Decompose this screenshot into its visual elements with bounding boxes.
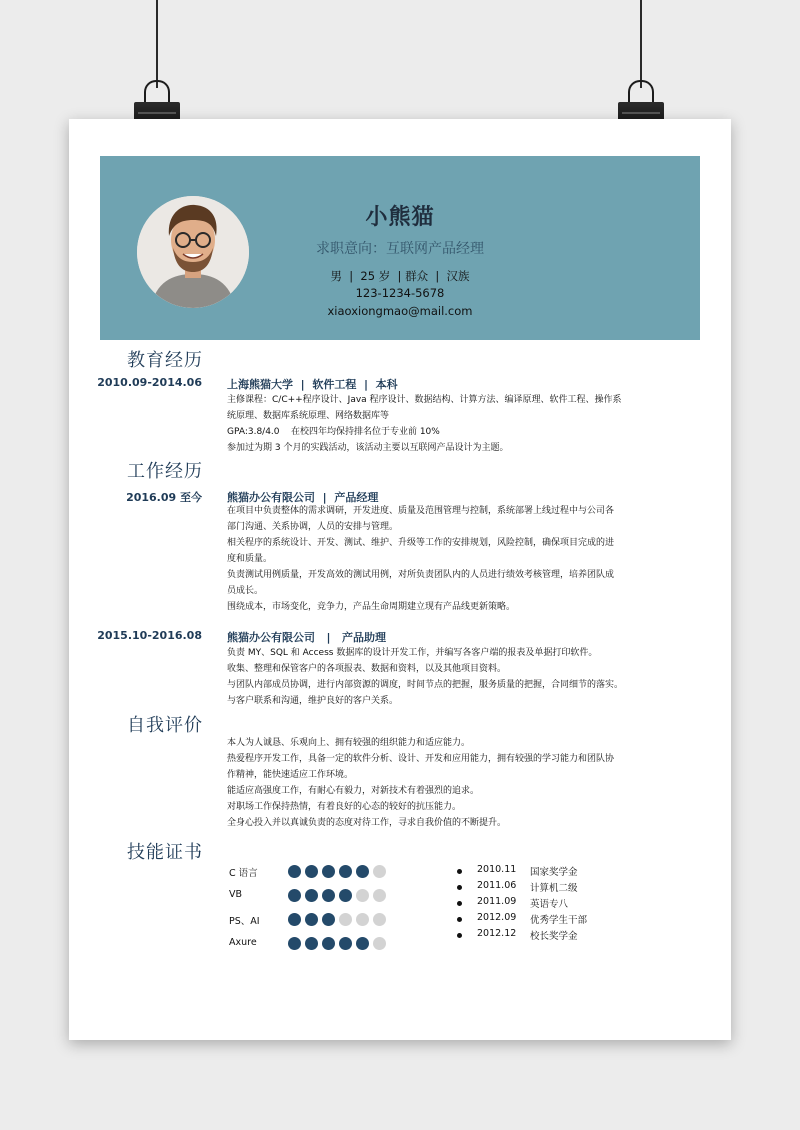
section-title-work: 工作经历 bbox=[127, 461, 203, 482]
rating-dot-filled bbox=[305, 889, 318, 902]
cert-name: 国家奖学金 bbox=[530, 867, 578, 878]
self-eval-line: 对职场工作保持热情，有着良好的心态的较好的抗压能力。 bbox=[227, 802, 462, 812]
job-date: 2015.10-2016.08 bbox=[97, 629, 202, 642]
bullet-icon bbox=[457, 869, 462, 874]
job-line: 相关程序的系统设计、开发、测试、维护、升级等工作的安排规划，风险控制，确保项目完成的进 bbox=[227, 538, 615, 548]
rating-dot-filled bbox=[322, 937, 335, 950]
rating-dot-filled bbox=[339, 865, 352, 878]
job-intent: 求职意向：互联网产品经理 bbox=[316, 241, 484, 257]
self-eval-line: 作精神，能快速适应工作环境。 bbox=[227, 770, 354, 780]
job-date: 2016.09 至今 bbox=[126, 491, 202, 504]
education-line: 统原理、数据库系统原理、网络数据库等 bbox=[227, 411, 390, 421]
section-title-skills: 技能证书 bbox=[127, 842, 203, 863]
section-title-education: 教育经历 bbox=[127, 350, 203, 371]
self-eval-line: 全身心投入并以真诚负责的态度对待工作，寻求自我价值的不断提升。 bbox=[227, 818, 507, 828]
self-eval-line: 本人为人诚恳、乐观向上、拥有较强的组织能力和适应能力。 bbox=[227, 738, 471, 748]
education-line: 主修课程：C/C++程序设计、Java 程序设计、数据结构、计算方法、编译原理、软件工程、操作系 bbox=[227, 395, 622, 405]
cert-year: 2011.09 bbox=[477, 896, 517, 907]
rating-dot-filled bbox=[356, 865, 369, 878]
bullet-icon bbox=[457, 917, 462, 922]
rating-dot-empty bbox=[339, 913, 352, 926]
job-line: 与团队内部成员协调，进行内部资源的调度，时间节点的把握，服务质量的把握，合同细节的落实。 bbox=[227, 680, 624, 690]
cert-year: 2012.12 bbox=[477, 928, 517, 939]
cert-name: 校长奖学金 bbox=[530, 931, 578, 942]
email-address: xiaoxiongmao@mail.com bbox=[327, 304, 473, 318]
rating-dot-empty bbox=[373, 865, 386, 878]
candidate-name: 小熊猫 bbox=[365, 205, 435, 230]
cert-year: 2011.06 bbox=[477, 880, 517, 891]
education-line: 参加过为期 3 个月的实践活动，该活动主要以互联网产品设计为主题。 bbox=[227, 443, 509, 453]
skill-rating bbox=[288, 937, 386, 950]
rating-dot-empty bbox=[373, 913, 386, 926]
cert-name: 优秀学生干部 bbox=[530, 915, 588, 926]
job-line: 部门沟通、关系协调，人员的安排与管理。 bbox=[227, 522, 399, 532]
rating-dot-empty bbox=[356, 889, 369, 902]
cert-name: 英语专八 bbox=[530, 899, 569, 910]
job-line: 在项目中负责整体的需求调研，开发进度、质量及范围管理与控制，系统部署上线过程中与公司各 bbox=[227, 506, 615, 516]
rating-dot-filled bbox=[288, 865, 301, 878]
rating-dot-filled bbox=[288, 937, 301, 950]
job-line: 员成长。 bbox=[227, 586, 264, 596]
rating-dot-filled bbox=[305, 913, 318, 926]
job-line: 与客户联系和沟通，维护良好的客户关系。 bbox=[227, 696, 399, 706]
cert-year: 2010.11 bbox=[477, 864, 517, 875]
job-company-title: 熊猫办公有限公司 | 产品经理 bbox=[227, 491, 379, 504]
education-line: GPA:3.8/4.0 在校四年均保持排名位于专业前 10% bbox=[227, 427, 440, 437]
self-eval-line: 热爱程序开发工作，具备一定的软件分析、设计、开发和应用能力，拥有较强的学习能力和团队协 bbox=[227, 754, 615, 764]
skill-rating bbox=[288, 913, 386, 926]
hanging-wire-left bbox=[156, 0, 158, 88]
education-date: 2010.09-2014.06 bbox=[97, 376, 202, 389]
rating-dot-filled bbox=[322, 865, 335, 878]
rating-dot-filled bbox=[356, 937, 369, 950]
phone-number: 123-1234-5678 bbox=[355, 286, 445, 300]
bullet-icon bbox=[457, 885, 462, 890]
hanging-wire-right bbox=[640, 0, 642, 88]
job-line: 围绕成本，市场变化，竞争力，产品生命周期建立现有产品线更新策略。 bbox=[227, 602, 516, 612]
rating-dot-empty bbox=[356, 913, 369, 926]
rating-dot-filled bbox=[322, 913, 335, 926]
basic-info: 男 | 25 岁 | 群众 | 汉族 bbox=[330, 269, 470, 283]
skill-name: C 语言 bbox=[229, 868, 258, 879]
rating-dot-filled bbox=[305, 937, 318, 950]
job-line: 负责测试用例质量，开发高效的测试用例，对所负责团队内的人员进行绩效考核管理，培养团队成 bbox=[227, 570, 615, 580]
cert-name: 计算机二级 bbox=[530, 883, 578, 894]
rating-dot-filled bbox=[305, 865, 318, 878]
cert-year: 2012.09 bbox=[477, 912, 517, 923]
rating-dot-filled bbox=[339, 937, 352, 950]
job-line: 度和质量。 bbox=[227, 554, 273, 564]
section-title-self-eval: 自我评价 bbox=[127, 715, 203, 736]
rating-dot-empty bbox=[373, 889, 386, 902]
skill-name: PS、AI bbox=[229, 916, 260, 927]
skill-rating bbox=[288, 889, 386, 902]
bullet-icon bbox=[457, 901, 462, 906]
rating-dot-filled bbox=[288, 889, 301, 902]
education-school: 上海熊猫大学 | 软件工程 | 本科 bbox=[227, 378, 398, 391]
skill-name: Axure bbox=[229, 937, 257, 948]
rating-dot-filled bbox=[322, 889, 335, 902]
job-company-title: 熊猫办公有限公司 | 产品助理 bbox=[227, 631, 386, 644]
rating-dot-filled bbox=[339, 889, 352, 902]
rating-dot-empty bbox=[373, 937, 386, 950]
skill-rating bbox=[288, 865, 386, 878]
rating-dot-filled bbox=[288, 913, 301, 926]
job-line: 负责 MY、SQL 和 Access 数据库的设计开发工作，并编写各客户端的报表及单据打印软件。 bbox=[227, 648, 598, 658]
portrait-photo bbox=[137, 196, 249, 308]
skill-name: VB bbox=[229, 889, 243, 900]
self-eval-line: 能适应高强度工作，有耐心有毅力，对新技术有着强烈的追求。 bbox=[227, 786, 480, 796]
job-line: 收集、整理和保管客户的各项报表、数据和资料，以及其他项目资料。 bbox=[227, 664, 507, 674]
bullet-icon bbox=[457, 933, 462, 938]
